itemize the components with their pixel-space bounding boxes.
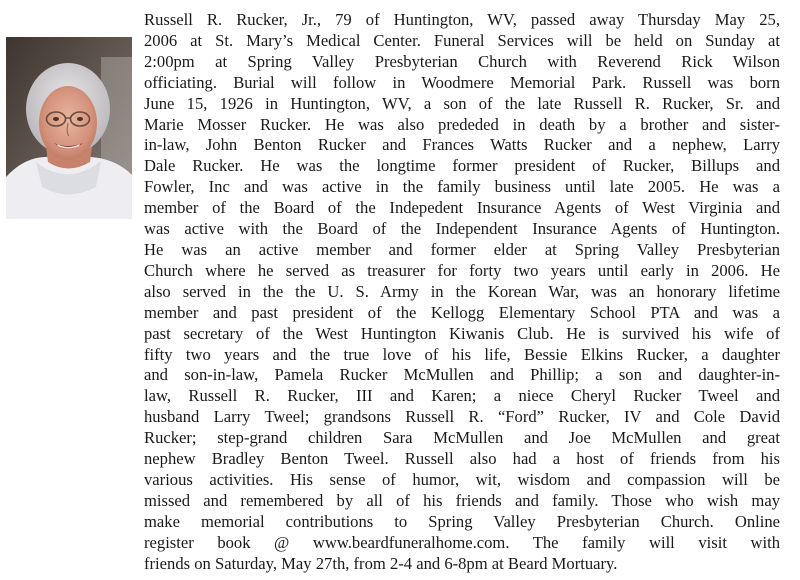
obituary-line: Russell R. Rucker, Jr., 79 of Huntington, WV, passed away Thursday May 25, xyxy=(144,10,780,29)
obituary-line: member of the Board of the Indepedent Insurance Agents of West Virginia and xyxy=(144,198,780,218)
obituary-line: Church where he served as treasurer for forty two years until early in 2006. He xyxy=(144,260,780,280)
obituary-line: in-law, John Benton Rucker and Frances Watts Rucker and a nephew, Larry xyxy=(144,135,780,155)
obituary-line: Marie Mosser Rucker. He was also prededed in death by a brother and sister- xyxy=(144,114,780,134)
obituary-line: June 15, 1926 in Huntington, WV, a son of the late Russell R. Rucker, Sr. and xyxy=(144,93,780,113)
obituary-line: fifty two years and the true love of his life, Bessie Elkins Rucker, a daughter xyxy=(144,344,780,364)
obituary-line: officiating. Burial will follow in Woodmere Memorial Park. Russell was born xyxy=(144,72,780,92)
obituary-line: friends on Saturday, May 27th, from 2-4 and 6-8pm at Beard Mortuary. xyxy=(144,553,618,573)
obituary-line: 2006 at St. Mary’s Medical Center. Funeral Services will be held on Sunday at xyxy=(144,30,780,50)
obituary-line: law, Russell R. Rucker, III and Karen; a niece Cheryl Rucker Tweel and xyxy=(144,386,780,406)
obituary-line: member and past president of the Kellogg Elementary School PTA and was a xyxy=(144,302,780,322)
portrait-photo xyxy=(6,37,132,219)
obituary-text xyxy=(144,10,780,574)
obituary-line: husband Larry Tweel; grandsons Russell R. “Ford” Rucker, IV and Cole David xyxy=(144,407,780,427)
obituary-line: Fowler, Inc and was active in the family business until late 2005. He was a xyxy=(144,177,780,197)
obituary-line: make memorial contributions to Spring Valley Presbyterian Church. Online xyxy=(144,511,780,531)
obituary-line: He was an active member and former elder at Spring Valley Presbyterian xyxy=(144,239,780,259)
obituary-line: Dale Rucker. He was the longtime former president of Rucker, Billups and xyxy=(144,156,780,176)
obituary-line: past secretary of the West Huntington Kiwanis Club. He is survived his wife of xyxy=(144,323,780,343)
obituary-line: various activities. His sense of humor, wit, wisdom and compassion will be xyxy=(144,469,780,489)
obituary-line: register book @ www.beardfuneralhome.com. The family will visit with xyxy=(144,532,780,552)
obituary-line: missed and remembered by all of his friends and family. Those who wish may xyxy=(144,490,780,510)
obituary-line: nephew Bradley Benton Tweel. Russell also had a host of friends from his xyxy=(144,449,780,469)
obituary-line: 2:00pm at Spring Valley Presbyterian Church with Reverend Rick Wilson xyxy=(144,51,780,71)
obituary-line: and son-in-law, Pamela Rucker McMullen and Phillip; a son and daughter-in- xyxy=(144,365,780,385)
obituary-line: Rucker; step-grand children Sara McMullen and Joe McMullen and great xyxy=(144,428,780,448)
obituary-line: also served in the the U. S. Army in the Korean War, was an honorary lifetime xyxy=(144,281,780,301)
portrait-image xyxy=(6,37,132,219)
obituary-line: was active with the Board of the Independent Insurance Agents of Huntington. xyxy=(144,219,780,239)
